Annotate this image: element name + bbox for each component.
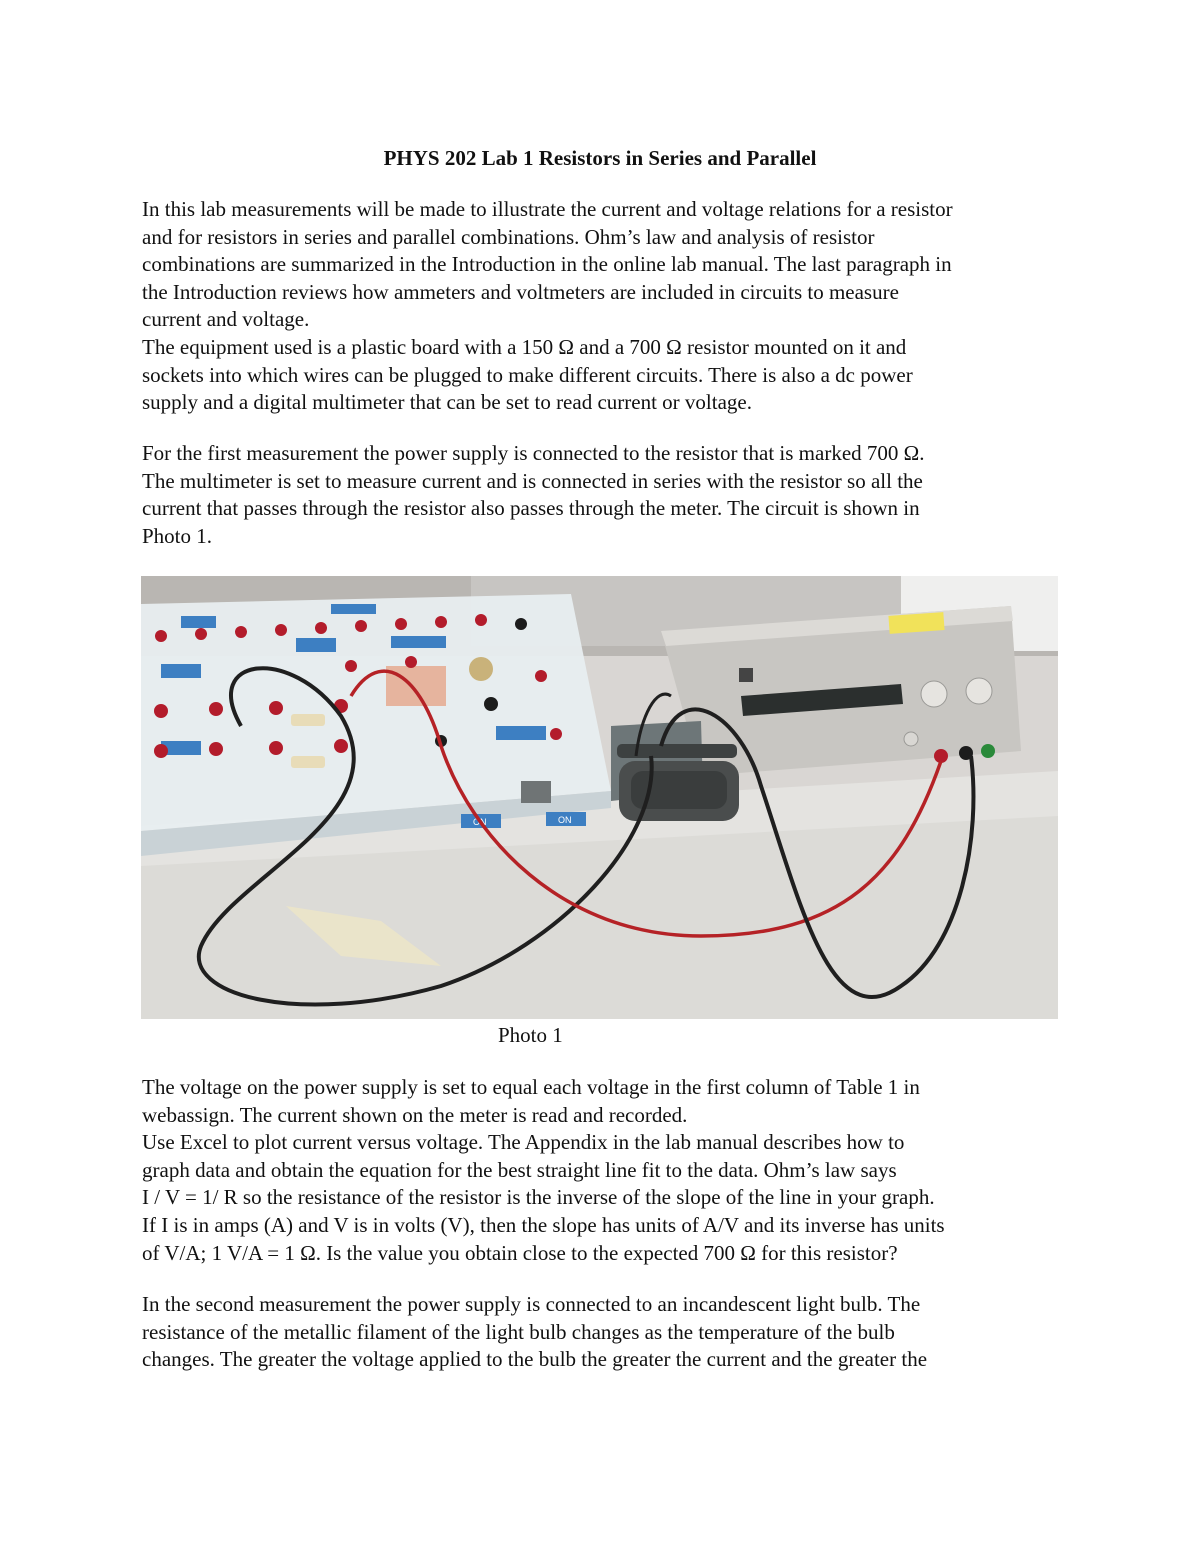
document-title: PHYS 202 Lab 1 Resistors in Series and Parallel	[383, 146, 817, 170]
photo-caption-text: Photo 1	[498, 1023, 563, 1047]
text-line: combinations are summarized in the Introduction in the online lab manual. The last paragraph in	[142, 252, 952, 277]
switch	[521, 781, 551, 803]
text-line: current that passes through the resistor also passes through the meter. The circuit is shown in	[142, 496, 920, 521]
text-line: sockets into which wires can be plugged to make different circuits. There is also a dc power	[142, 362, 913, 387]
text-line: In the second measurement the power supply is connected to an incandescent light bulb. The	[142, 1292, 921, 1316]
text-line: and for resistors in series and parallel combinations. Ohm’s law and analysis of resistor	[142, 224, 875, 249]
circuit-photo	[141, 576, 1058, 1019]
text-line: webassign. The current shown on the meter is read and recorded.	[142, 1102, 688, 1127]
intro-paragraph	[142, 196, 1072, 417]
text-line: graph data and obtain the equation for the best straight line fit to the data. Ohm’s law says	[142, 1157, 897, 1182]
text-line: Photo 1.	[142, 523, 213, 548]
text-line: For the first measurement the power supply is connected to the resistor that is marked 700 Ω.	[142, 441, 925, 465]
text-line: changes. The greater the voltage applied to the bulb the greater the current and the greater the	[142, 1347, 928, 1372]
light-bulb	[469, 657, 493, 681]
text-line: current and voltage.	[142, 307, 310, 332]
text-line: The voltage on the power supply is set to equal each voltage in the first column of Table 1 in	[142, 1075, 920, 1099]
text-line: supply and a digital multimeter that can be set to read current or voltage.	[142, 390, 752, 415]
resistor-700	[291, 756, 325, 768]
onoff-label-left: ON	[473, 817, 487, 827]
text-line: the Introduction reviews how ammeters and voltmeters are included in circuits to measure	[142, 279, 899, 304]
text-line: If I is in amps (A) and V is in volts (V), then the slope has units of A/V and its inverse has units	[142, 1212, 945, 1237]
text-line: resistance of the metallic filament of the light bulb changes as the temperature of the bulb	[142, 1319, 895, 1344]
resistor-150	[291, 714, 325, 726]
second-measurement-paragraph	[142, 1291, 1072, 1374]
text-line: I / V = 1/ R so the resistance of the resistor is the inverse of the slope of the line in your graph.	[142, 1185, 935, 1210]
ohms-law-paragraph	[142, 1074, 1072, 1267]
text-line: Use Excel to plot current versus voltage. The Appendix in the lab manual describes how to	[142, 1130, 905, 1155]
onoff-label-right: ON	[558, 815, 572, 825]
text-line: In this lab measurements will be made to illustrate the current and voltage relations for a resistor	[142, 197, 953, 221]
text-line: The multimeter is set to measure current and is connected in series with the resistor so all the	[142, 468, 923, 493]
text-line: The equipment used is a plastic board with a 150 Ω and a 700 Ω resistor mounted on it and	[142, 334, 907, 359]
first-measurement-paragraph	[142, 440, 1072, 550]
text-line: of V/A; 1 V/A = 1 Ω. Is the value you obtain close to the expected 700 Ω for this resistor?	[142, 1240, 898, 1265]
